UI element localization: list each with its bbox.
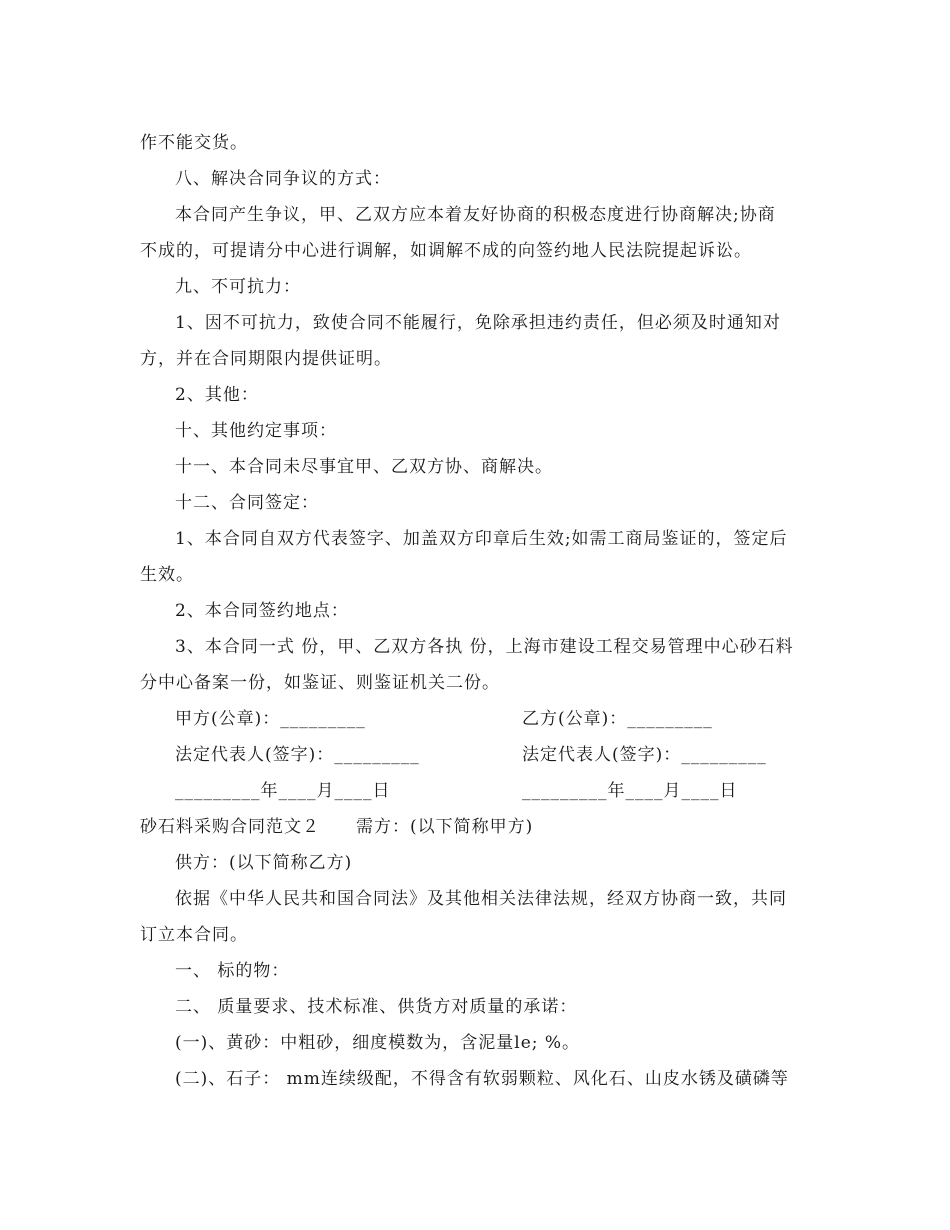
- text-line: 订立本合同。: [140, 925, 248, 945]
- party-a-representative: 法定代表人(签字)：_________: [175, 745, 420, 765]
- party-b-representative: 法定代表人(签字)：_________: [522, 745, 767, 765]
- section-heading: 十二、合同签定：: [175, 493, 319, 513]
- section-heading: 十、其他约定事项：: [175, 421, 337, 441]
- section-heading: 一、 标的物：: [175, 961, 290, 981]
- document-title-line: 砂石料采购合同范文２ 需方：(以下简称甲方): [140, 817, 534, 837]
- section-heading: 二、 质量要求、技术标准、供货方对质量的承诺：: [175, 997, 578, 1017]
- text-line: 生效。: [140, 565, 194, 585]
- text-line: 依据《中华人民共和国合同法》及其他相关法律法规，经双方协商一致，共同: [175, 889, 787, 909]
- text-line: 1、本合同自双方代表签字、加盖双方印章后生效;如需工商局鉴证的，签定后: [175, 529, 788, 549]
- text-line: 供方：(以下简称乙方): [175, 853, 353, 873]
- party-b-date: _________年____月____日: [522, 781, 738, 801]
- section-heading: 十一、本合同未尽事宜甲、乙双方协、商解决。: [175, 457, 553, 477]
- party-b-seal: 乙方(公章)：_________: [522, 709, 713, 729]
- text-line: 1、因不可抗力，致使合同不能履行，免除承担违约责任，但必须及时通知对: [175, 313, 781, 333]
- section-heading: 八、解决合同争议的方式：: [175, 169, 391, 189]
- party-a-seal: 甲方(公章)：_________: [175, 709, 366, 729]
- section-heading: 九、不可抗力：: [175, 277, 301, 297]
- text-line: 不成的，可提请分中心进行调解，如调解不成的向签约地人民法院提起诉讼。: [140, 241, 752, 261]
- text-line: (二)、石子： mm连续级配，不得含有软弱颗粒、风化石、山皮水锈及磺磷等: [175, 1069, 789, 1089]
- text-line: 本合同产生争议，甲、乙双方应本着友好协商的积极态度进行协商解决;协商: [175, 205, 776, 225]
- party-a-date: _________年____月____日: [175, 781, 391, 801]
- text-line: (一)、黄砂：中粗砂，细度模数为，含泥量le; %。: [175, 1033, 581, 1053]
- text-line: 方，并在合同期限内提供证明。: [140, 349, 392, 369]
- text-line: 2、其他：: [175, 385, 259, 405]
- text-line: 2、本合同签约地点：: [175, 601, 349, 621]
- text-line: 3、本合同一式 份，甲、乙双方各执 份，上海市建设工程交易管理中心砂石料: [175, 637, 794, 657]
- text-line: 作不能交货。: [140, 133, 248, 153]
- text-line: 分中心备案一份，如鉴证、则鉴证机关二份。: [140, 673, 500, 693]
